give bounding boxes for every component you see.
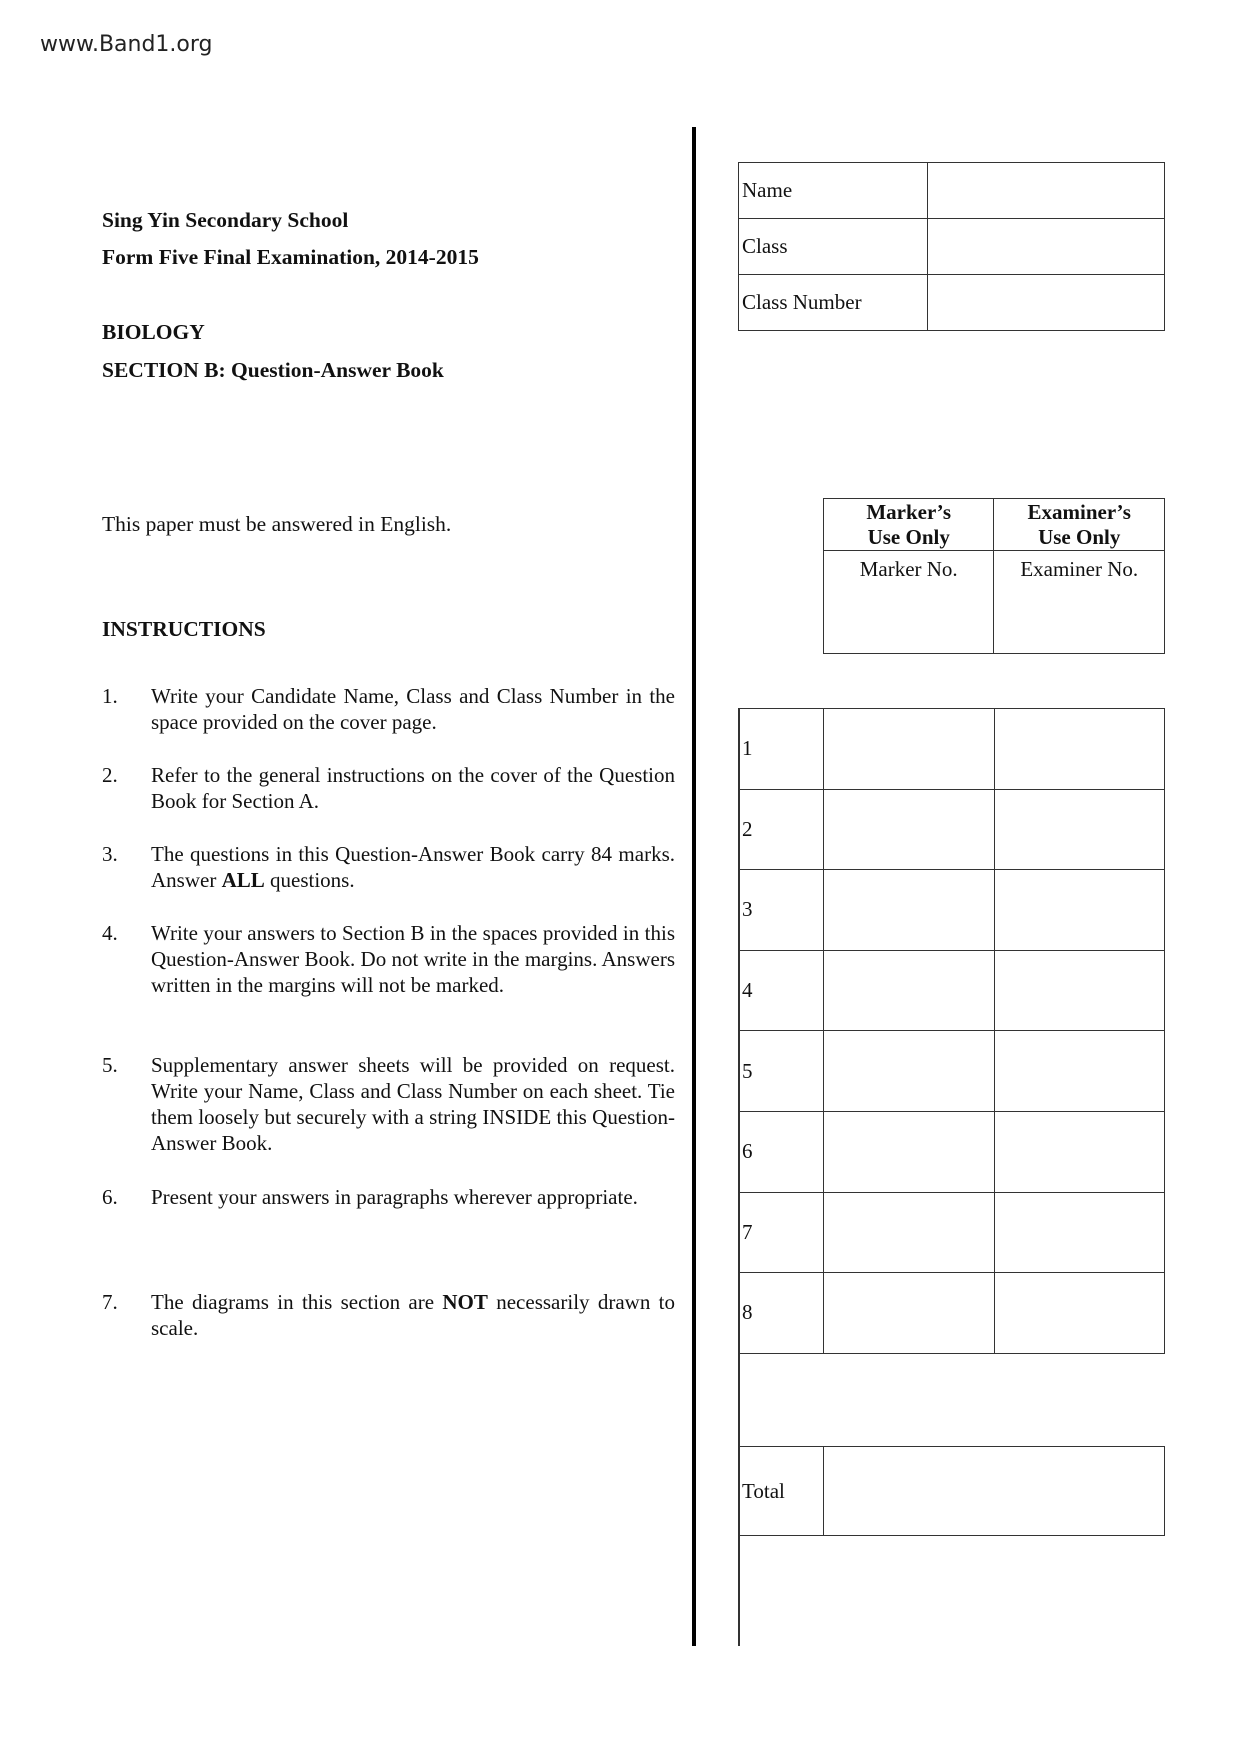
instruction-item [102, 920, 675, 998]
instruction-number: 5. [102, 1053, 118, 1077]
exam-title: Form Five Final Examination, 2014-2015 [102, 245, 479, 269]
instruction-text-part: The diagrams in this section are [151, 1290, 443, 1314]
examiner-score-cell[interactable] [995, 1192, 1165, 1273]
marker-head-line2: Use Only [867, 524, 950, 549]
question-number: 2 [739, 789, 824, 870]
instruction-text-part: Refer to the general instructions on the cover of the Question Book for Section A. [151, 763, 675, 813]
total-table [738, 1446, 1165, 1536]
marker-score-cell[interactable] [824, 950, 995, 1031]
question-number: 1 [739, 709, 824, 790]
instruction-text-part: necessarily drawn to scale. [151, 1290, 675, 1340]
instruction-number: 2. [102, 763, 118, 787]
instruction-number: 3. [102, 842, 118, 866]
instruction-text [151, 920, 675, 998]
score-row [739, 709, 1165, 790]
class-field[interactable] [928, 219, 1165, 275]
instruction-number: 7. [102, 1290, 118, 1314]
instruction-text-part: Supplementary answer sheets will be provided on request. Write your Name, Class and Class Number on each sheet. Tie them loosely but securely with a string INSIDE this Question-Answer Book. [151, 1053, 675, 1155]
score-row [739, 950, 1165, 1031]
marker-score-cell[interactable] [824, 789, 995, 870]
score-row [739, 1111, 1165, 1192]
score-row [739, 870, 1165, 951]
instruction-number: 4. [102, 921, 118, 945]
margin-divider [692, 127, 696, 1646]
question-number: 7 [739, 1192, 824, 1273]
marker-no-cell[interactable]: Marker No. [824, 551, 994, 654]
instruction-text [151, 762, 675, 814]
score-row [739, 789, 1165, 870]
instruction-item [102, 762, 675, 814]
question-number: 5 [739, 1031, 824, 1112]
instruction-text [151, 1052, 675, 1156]
marker-score-cell[interactable] [824, 709, 995, 790]
marker-score-cell[interactable] [824, 1031, 995, 1112]
instruction-emphasis: ALL [221, 868, 265, 892]
instructions-title: INSTRUCTIONS [102, 617, 266, 641]
instruction-item [102, 1052, 675, 1156]
examiner-score-cell[interactable] [995, 870, 1165, 951]
name-field[interactable] [928, 163, 1165, 219]
section-title: SECTION B: Question-Answer Book [102, 358, 444, 382]
watermark-site: www.Band1.org [40, 32, 213, 57]
examiner-header [994, 499, 1165, 551]
score-row [739, 1192, 1165, 1273]
instruction-emphasis: NOT [442, 1290, 488, 1314]
score-table [738, 708, 1165, 1354]
instruction-text-part: Write your answers to Section B in the spaces provided in this Question-Answer Book. Do not write in the margins. Answers written in the margins will not be marked. [151, 921, 675, 997]
examiner-score-cell[interactable] [995, 1273, 1165, 1354]
marker-score-cell[interactable] [824, 1111, 995, 1192]
marker-examiner-table [823, 498, 1165, 654]
class-number-field[interactable] [928, 275, 1165, 331]
score-row [739, 1273, 1165, 1354]
marker-score-cell[interactable] [824, 870, 995, 951]
question-number: 8 [739, 1273, 824, 1354]
examiner-score-cell[interactable] [995, 709, 1165, 790]
instruction-item [102, 683, 675, 735]
question-number: 4 [739, 950, 824, 1031]
marker-head-line1: Marker’s [866, 499, 952, 524]
instruction-item [102, 1289, 675, 1341]
examiner-score-cell[interactable] [995, 789, 1165, 870]
marker-score-cell[interactable] [824, 1273, 995, 1354]
instruction-text [151, 1184, 675, 1210]
school-name: Sing Yin Secondary School [102, 208, 349, 232]
instruction-text [151, 683, 675, 735]
marker-score-cell[interactable] [824, 1192, 995, 1273]
instruction-number: 1. [102, 684, 118, 708]
candidate-info-table [738, 162, 1165, 331]
examiner-score-cell[interactable] [995, 1111, 1165, 1192]
instruction-text [151, 1289, 675, 1341]
instruction-text-part: Write your Candidate Name, Class and Class Number in the space provided on the cover page. [151, 684, 675, 734]
language-note: This paper must be answered in English. [102, 512, 452, 536]
examiner-head-line1: Examiner’s [1027, 499, 1131, 524]
instruction-item [102, 841, 675, 893]
question-number: 3 [739, 870, 824, 951]
class-label: Class [739, 219, 928, 275]
instruction-number: 6. [102, 1185, 118, 1209]
instruction-text-part: questions. [264, 868, 355, 892]
examiner-head-line2: Use Only [1038, 524, 1121, 549]
instruction-item [102, 1184, 675, 1210]
instruction-text-part: Present your answers in paragraphs wherever appropriate. [151, 1185, 638, 1209]
question-number: 6 [739, 1111, 824, 1192]
marker-header [824, 499, 994, 551]
subject: BIOLOGY [102, 320, 205, 344]
score-row [739, 1031, 1165, 1112]
examiner-score-cell[interactable] [995, 1031, 1165, 1112]
examiner-no-cell[interactable]: Examiner No. [994, 551, 1165, 654]
class-number-label: Class Number [739, 275, 928, 331]
name-label: Name [739, 163, 928, 219]
examiner-score-cell[interactable] [995, 950, 1165, 1031]
instruction-text-part: The questions in this Question-Answer Book carry 84 marks. Answer [151, 842, 675, 892]
instruction-text [151, 841, 675, 893]
total-field[interactable] [824, 1447, 1165, 1536]
total-label: Total [739, 1447, 824, 1536]
